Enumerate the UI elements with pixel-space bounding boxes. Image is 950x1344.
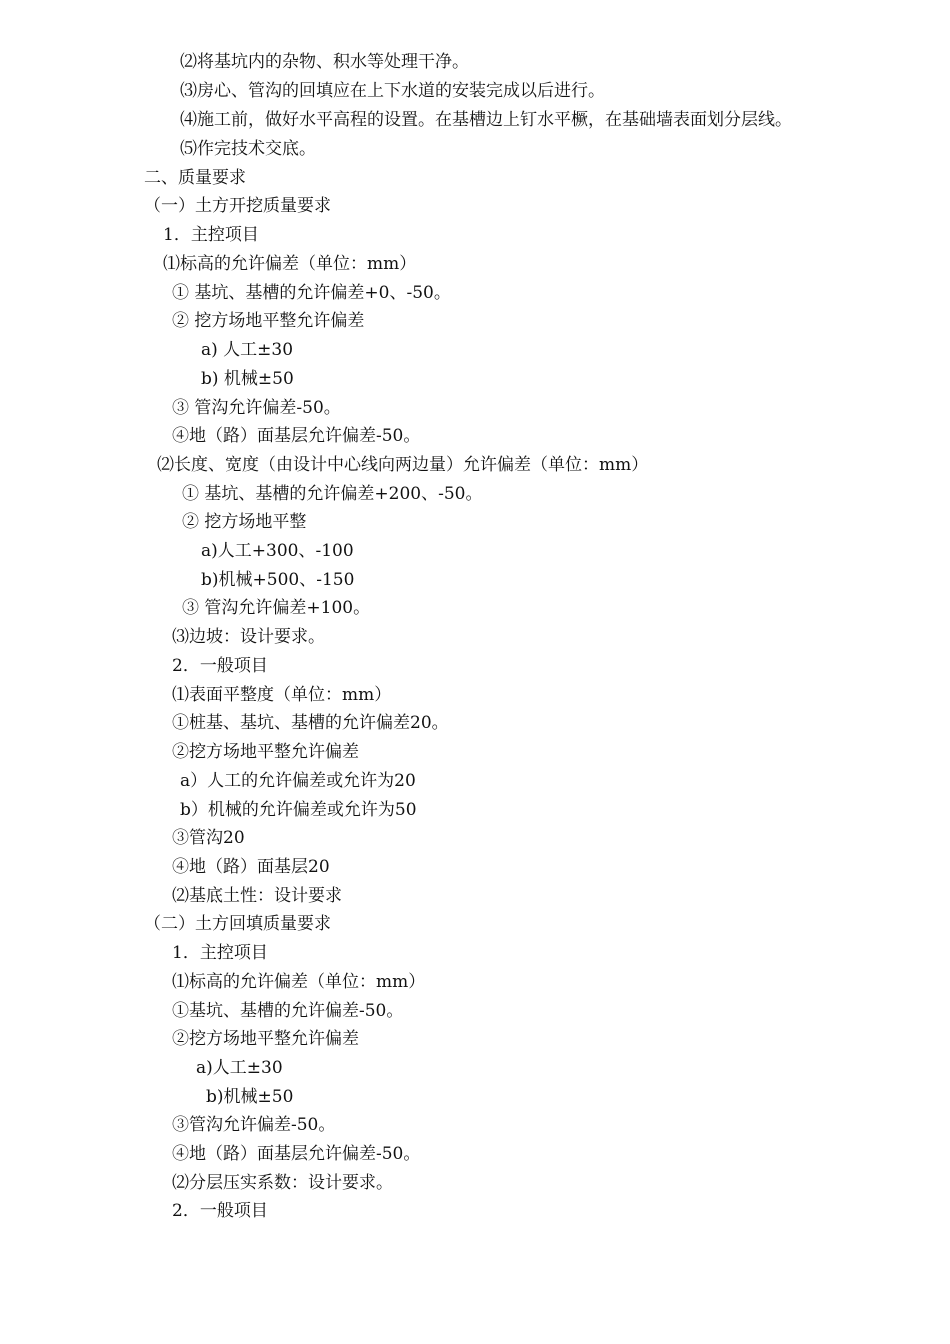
section-heading: 二、质量要求 [144, 168, 246, 188]
subsection-heading: （一）土方开挖质量要求 [144, 196, 331, 216]
text-line: b)机械±50 [206, 1087, 294, 1107]
text-line: ③ 管沟允许偏差+100。 [182, 598, 371, 618]
item-heading: 2．一般项目 [172, 656, 268, 676]
text-line: ④地（路）面基层允许偏差-50。 [172, 426, 421, 446]
text-line: ③ 管沟允许偏差-50。 [172, 398, 341, 418]
text-line: ⑴表面平整度（单位：mm） [172, 685, 392, 705]
text-line: ①桩基、基坑、基槽的允许偏差20。 [172, 713, 449, 733]
text-line: ⑴标高的允许偏差（单位：mm） [163, 254, 417, 274]
text-line: b）机械的允许偏差或允许为50 [180, 800, 417, 820]
subsection-heading: （二）土方回填质量要求 [144, 914, 331, 934]
item-heading: 2．一般项目 [172, 1201, 268, 1221]
text-line: ⑷施工前，做好水平高程的设置。在基槽边上钉水平橛，在基础墙表面划分层线。 [180, 110, 792, 130]
text-line: ② 挖方场地平整 [182, 512, 307, 532]
text-line: b) 机械±50 [201, 369, 294, 389]
text-line: ⑸作完技术交底。 [180, 139, 316, 159]
text-line: a) 人工±30 [201, 340, 294, 360]
text-line: ③管沟允许偏差-50。 [172, 1115, 336, 1135]
item-heading: 1．主控项目 [172, 943, 268, 963]
text-line: b)机械+500、-150 [201, 570, 355, 590]
text-line: ⑴标高的允许偏差（单位：mm） [172, 972, 426, 992]
text-line: ⑶边坡：设计要求。 [172, 627, 325, 647]
text-line: ① 基坑、基槽的允许偏差+0、-50。 [172, 283, 451, 303]
text-line: ② 挖方场地平整允许偏差 [172, 311, 365, 331]
text-line: ⑵分层压实系数：设计要求。 [172, 1173, 393, 1193]
text-line: ⑵长度、宽度（由设计中心线向两边量）允许偏差（单位：mm） [157, 455, 649, 475]
text-line: ③管沟20 [172, 828, 245, 848]
item-heading: 1．主控项目 [163, 225, 259, 245]
text-line: a)人工+300、-100 [201, 541, 354, 561]
text-line: ⑵基底土性：设计要求 [172, 886, 342, 906]
text-line: ④地（路）面基层20 [172, 857, 330, 877]
text-line: ④地（路）面基层允许偏差-50。 [172, 1144, 421, 1164]
text-line: ① 基坑、基槽的允许偏差+200、-50。 [182, 484, 483, 504]
text-line: ⑶房心、管沟的回填应在上下水道的安装完成以后进行。 [180, 81, 605, 101]
text-line: ⑵将基坑内的杂物、积水等处理干净。 [180, 52, 469, 72]
text-line: ②挖方场地平整允许偏差 [172, 742, 359, 762]
text-line: ①基坑、基槽的允许偏差-50。 [172, 1001, 404, 1021]
text-line: a)人工±30 [196, 1058, 283, 1078]
text-line: ②挖方场地平整允许偏差 [172, 1029, 359, 1049]
text-line: a）人工的允许偏差或允许为20 [180, 771, 416, 791]
